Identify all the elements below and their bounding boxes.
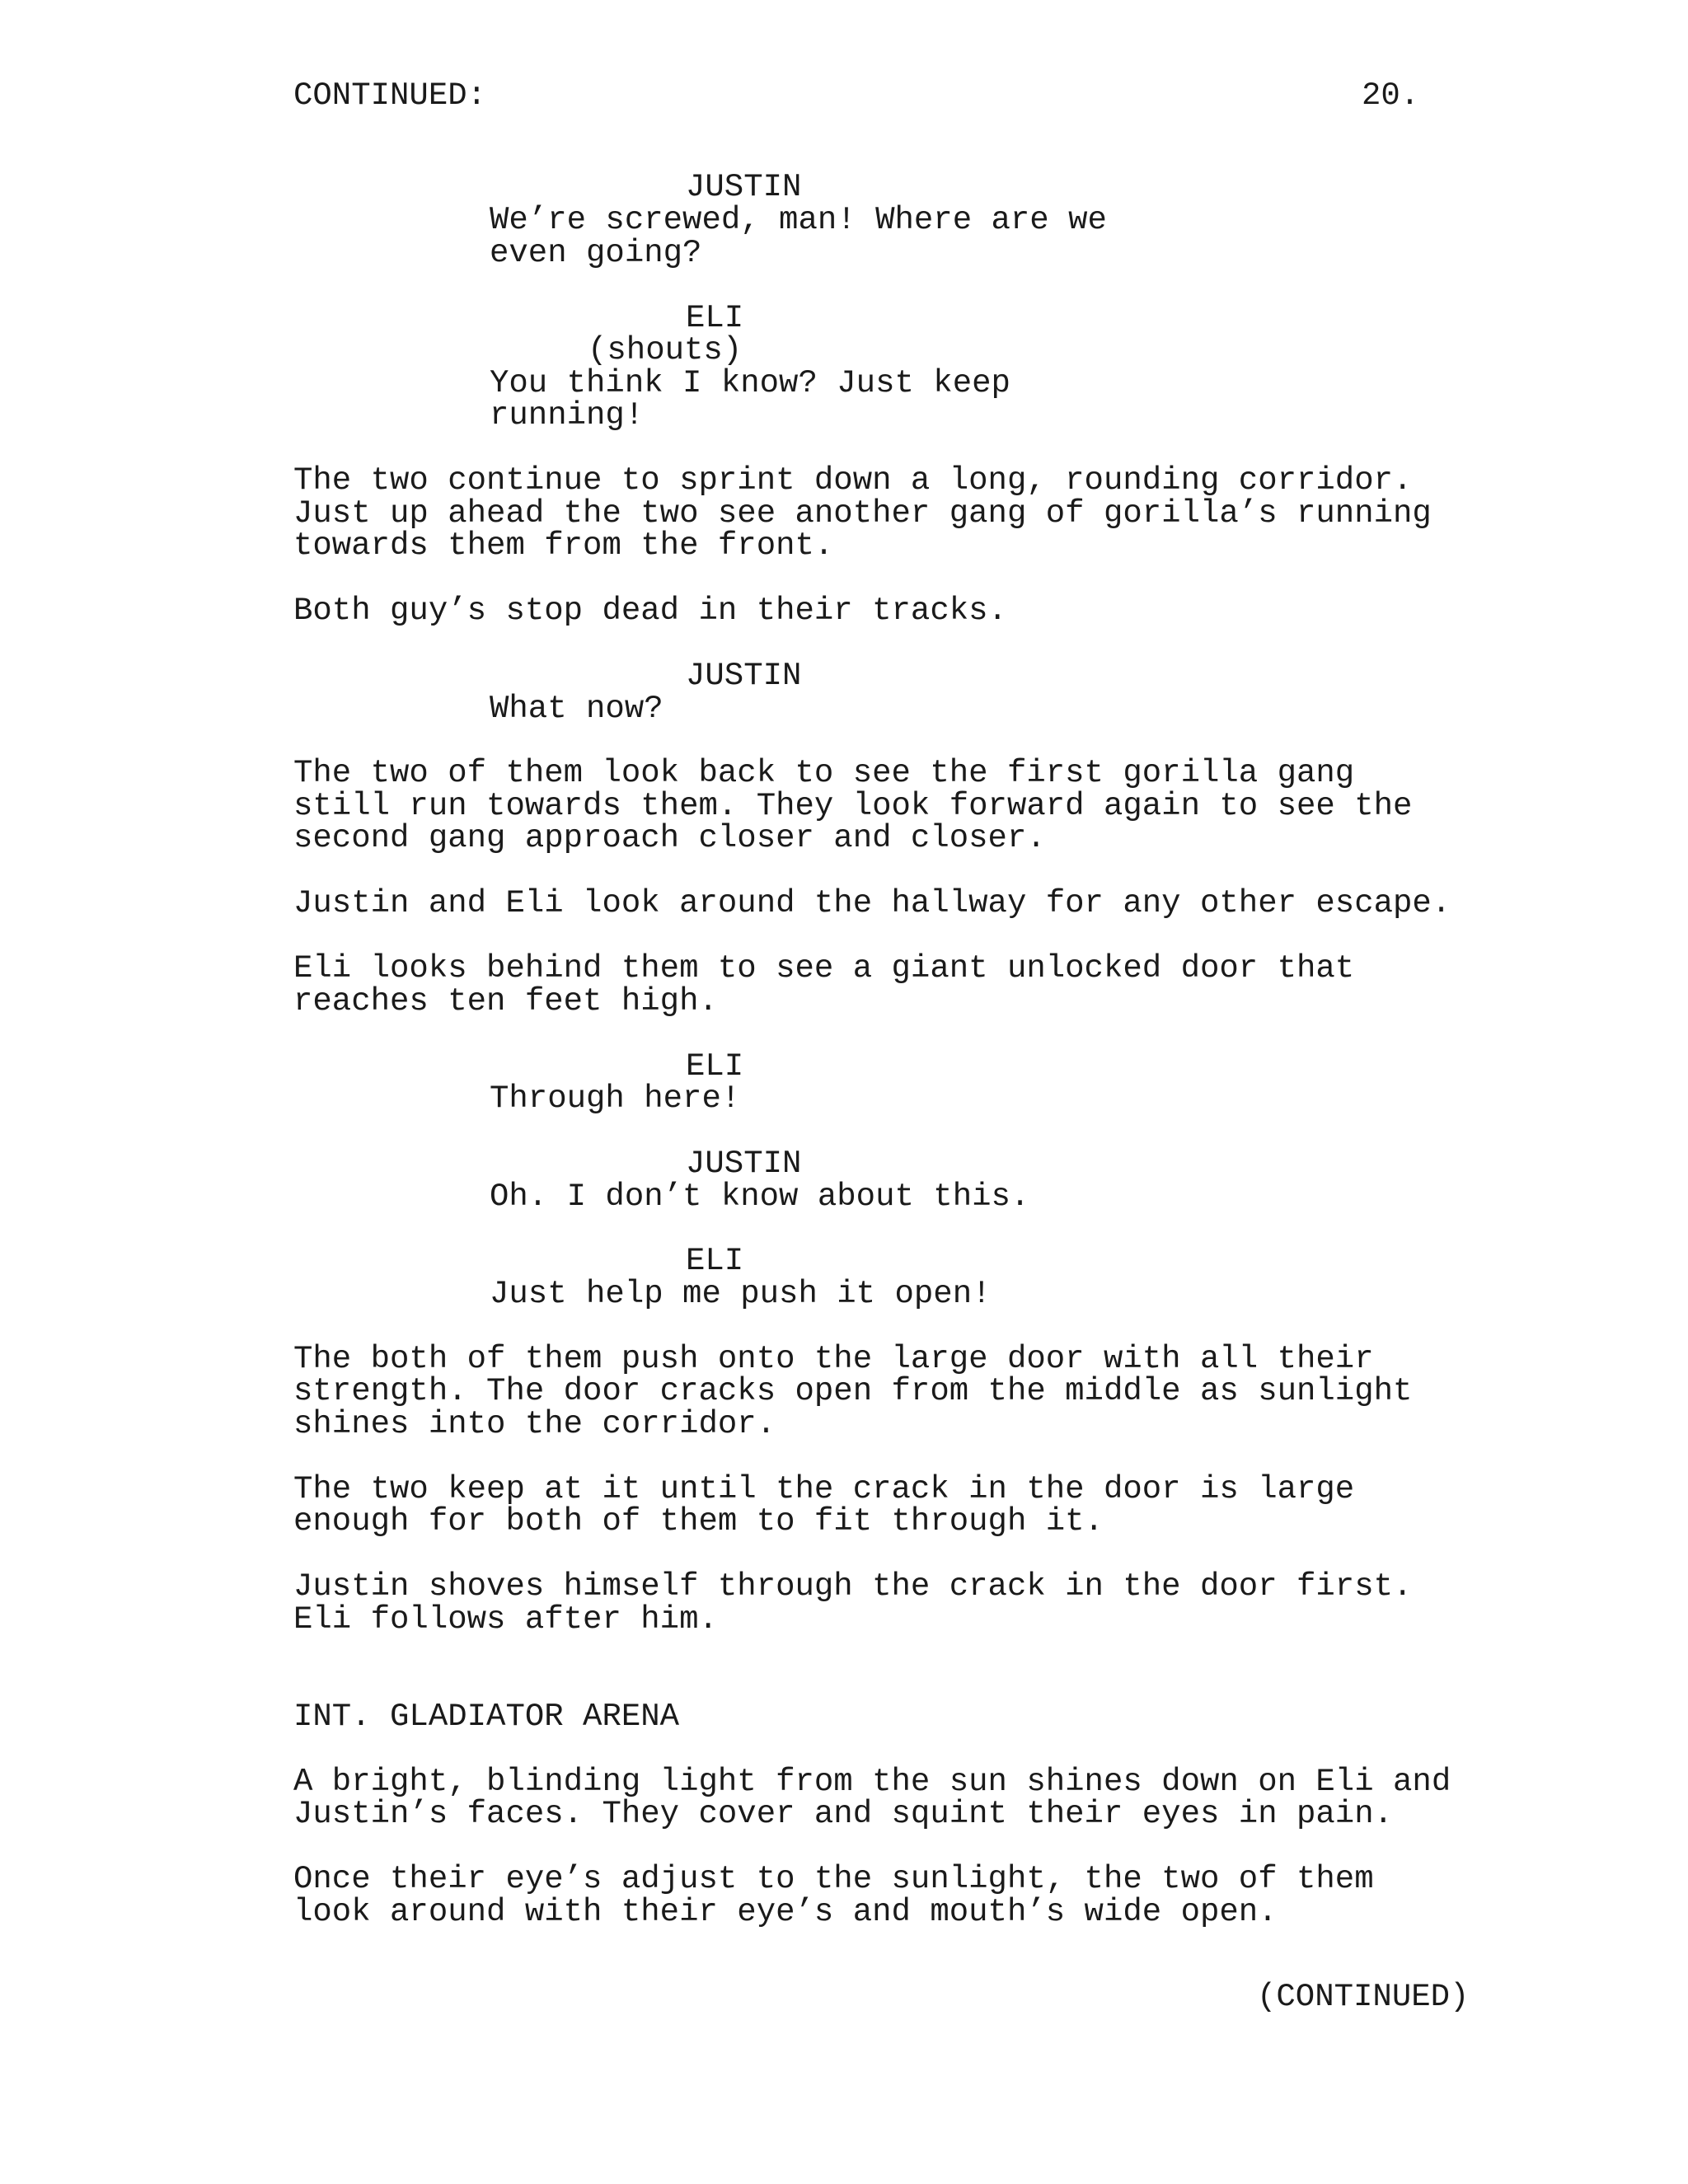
action-line: Once their eye’s adjust to the sunlight, the two of them (293, 1861, 1374, 1897)
character-name: JUSTIN (686, 169, 802, 205)
page-number: 20. (1362, 77, 1420, 114)
dialogue-line: You think I know? Just keep (490, 365, 1010, 401)
dialogue-line: We’re screwed, man! Where are we (490, 202, 1107, 238)
action-line: enough for both of them to fit through it. (293, 1503, 1104, 1540)
character-name: ELI (686, 1048, 744, 1085)
action-line: The two continue to sprint down a long, rounding corridor. (293, 462, 1413, 499)
dialogue-line: Just help me push it open! (490, 1276, 992, 1312)
dialogue-line: even going? (490, 235, 702, 271)
continued-header: CONTINUED: (293, 77, 487, 114)
action-line: Justin shoves himself through the crack in the door first. (293, 1568, 1413, 1605)
action-line: Justin and Eli look around the hallway for any other escape. (293, 885, 1451, 921)
action-line: The two of them look back to see the first gorilla gang (293, 755, 1355, 791)
parenthetical: (shouts) (588, 332, 743, 368)
dialogue-line: What now? (490, 691, 663, 727)
dialogue-line: running! (490, 397, 645, 434)
character-name: ELI (686, 300, 744, 336)
action-line: Eli looks behind them to see a giant unlocked door that (293, 950, 1355, 987)
action-line: A bright, blinding light from the sun shines down on Eli and (293, 1764, 1451, 1800)
action-line: shines into the corridor. (293, 1406, 776, 1442)
continued-footer: (CONTINUED) (1257, 1979, 1470, 2015)
character-name: JUSTIN (686, 1146, 802, 1182)
action-line: Just up ahead the two see another gang of gorilla’s running (293, 495, 1432, 532)
action-line: Justin’s faces. They cover and squint their eyes in pain. (293, 1796, 1394, 1832)
action-line: reaches ten feet high. (293, 983, 718, 1019)
character-name: JUSTIN (686, 658, 802, 694)
action-line: Both guy’s stop dead in their tracks. (293, 593, 1007, 629)
action-line: Eli follows after him. (293, 1601, 718, 1638)
action-line: still run towards them. They look forward again to see the (293, 788, 1413, 824)
action-line: The both of them push onto the large door with all their (293, 1341, 1374, 1377)
action-line: second gang approach closer and closer. (293, 820, 1046, 856)
action-line: look around with their eye’s and mouth’s wide open. (293, 1894, 1278, 1930)
character-name: ELI (686, 1243, 744, 1279)
action-line: The two keep at it until the crack in the door is large (293, 1471, 1355, 1507)
action-line: strength. The door cracks open from the middle as sunlight (293, 1373, 1413, 1409)
scene-heading: INT. GLADIATOR ARENA (293, 1699, 680, 1735)
dialogue-line: Through here! (490, 1080, 741, 1117)
dialogue-line: Oh. I don’t know about this. (490, 1179, 1030, 1215)
action-line: towards them from the front. (293, 527, 834, 564)
